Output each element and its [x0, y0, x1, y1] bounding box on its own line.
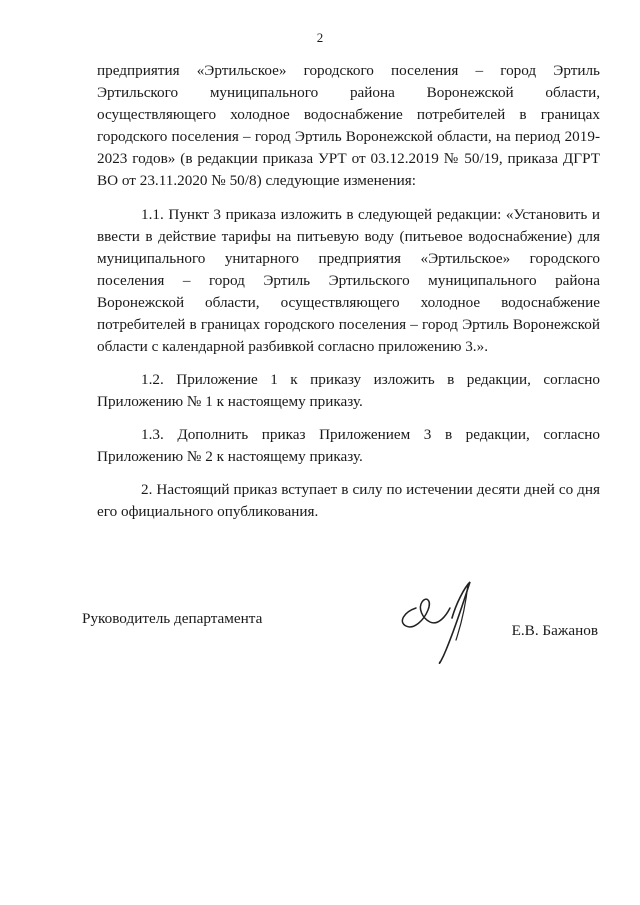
- paragraph-intro-continuation: предприятия «Эртильское» городского поселения – город Эртиль Эртильского муниципального района Воронежской области, осуществляющего холодное водоснабжение потребителей в границах городского поселения – город Эртиль Воронежской области, на период 2019-2023 годов» (в редакции приказа УРТ от 03.12.2019 № 50/19, приказа ДГРТ ВО от 23.11.2020 № 50/8) следующие изменения:: [97, 62, 600, 189]
- signatory-name: Е.В. Бажанов: [511, 622, 598, 639]
- paragraph-item-1-2: 1.2. Приложение 1 к приказу изложить в редакции, согласно Приложению № 1 к настоящему приказу.: [97, 371, 600, 410]
- paragraph-item-1-3: 1.3. Дополнить приказ Приложением 3 в редакции, согласно Приложению № 2 к настоящему приказу.: [97, 426, 600, 465]
- signature-block: [82, 610, 600, 670]
- handwritten-signature: [394, 578, 494, 670]
- page-number: 2: [316, 30, 324, 45]
- document-body: [97, 60, 600, 523]
- paragraph-item-1-1: 1.1. Пункт 3 приказа изложить в следующей редакции: «Установить и ввести в действие тарифы на питьевую воду (питьевое водоснабжение) для муниципального унитарного предприятия «Эртильское» городского поселения – город Эртиль Эртильского муниципального района Воронежской области, осуществляющего холодное водоснабжение потребителей в границах городского поселения – город Эртиль Воронежской области с календарной разбивкой согласно приложению 3.».: [97, 206, 600, 355]
- paragraph-item-2: 2. Настоящий приказ вступает в силу по истечении десяти дней со дня его официального опубликования.: [97, 481, 600, 520]
- signatory-role: Руководитель департамента: [82, 610, 263, 627]
